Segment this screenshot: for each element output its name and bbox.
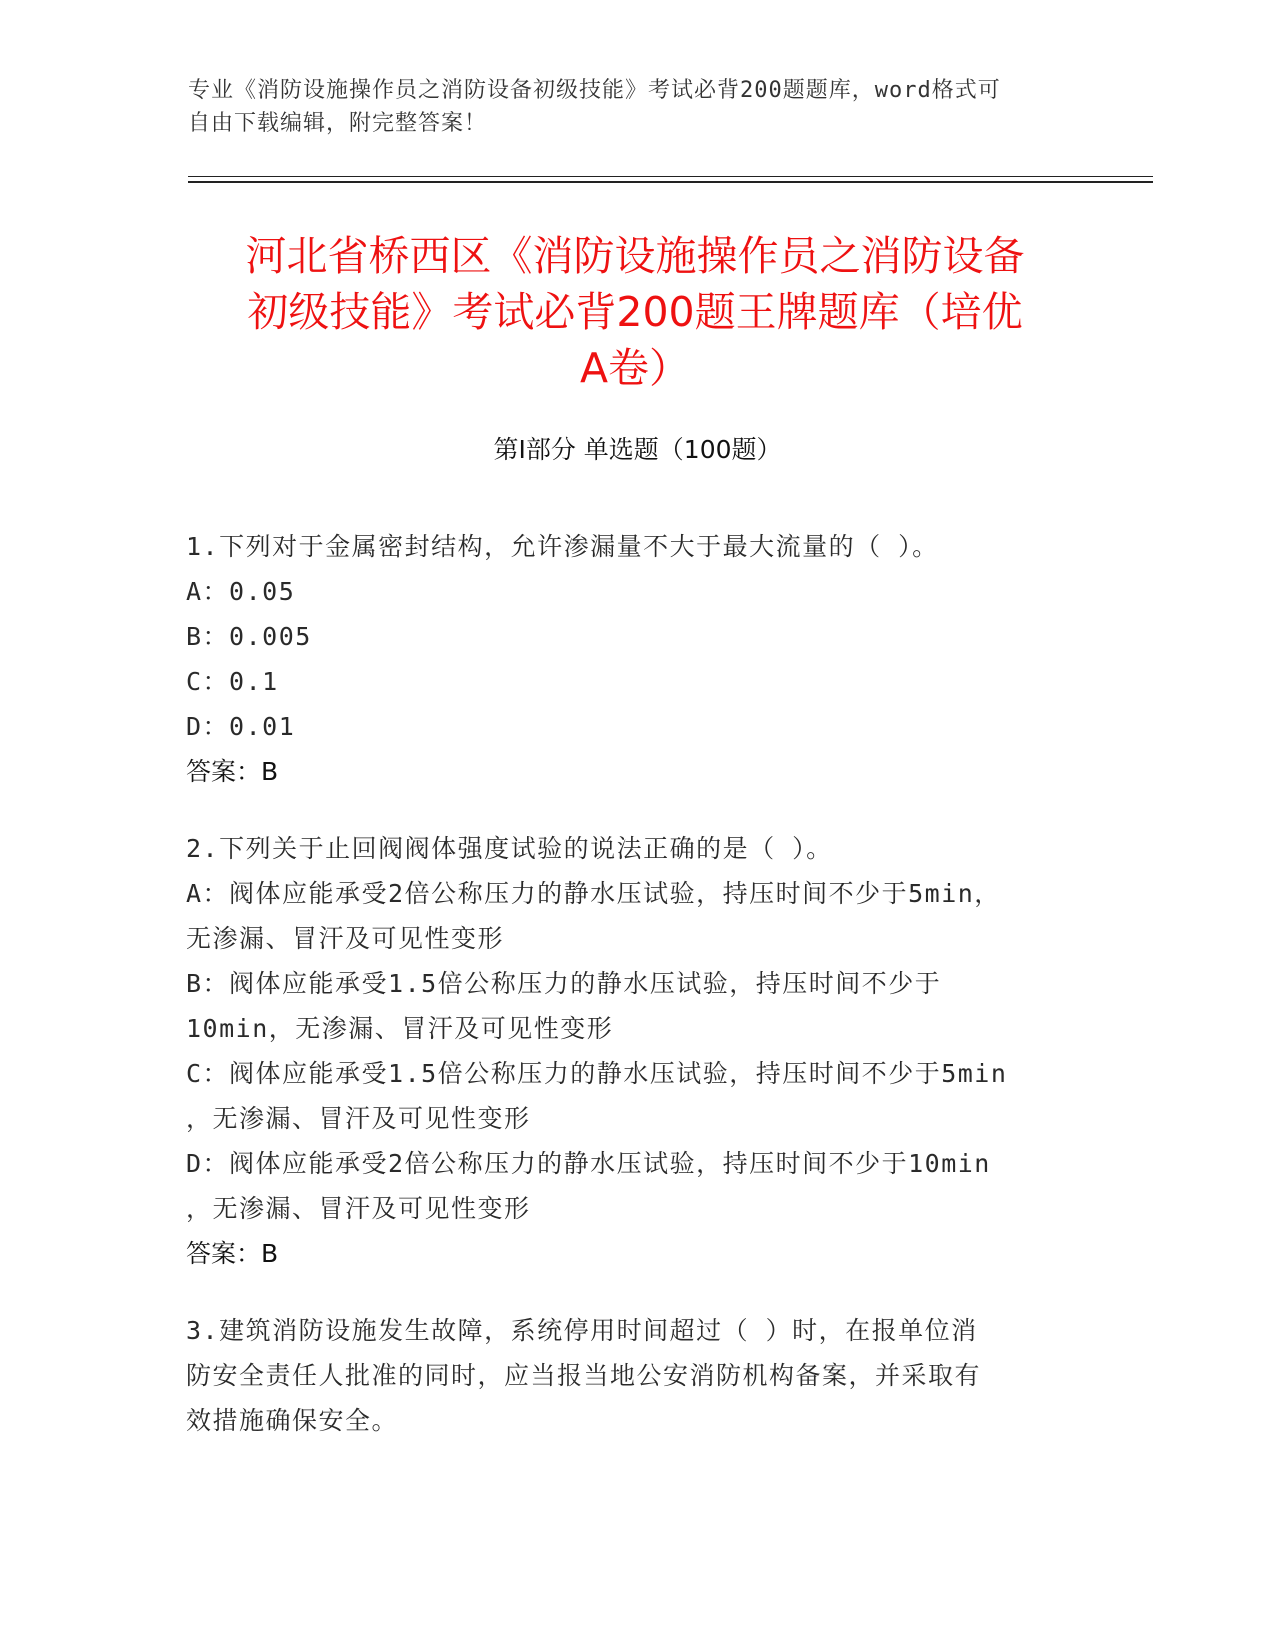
option-d-line-1: D：阀体应能承受2倍公称压力的静水压试验，持压时间不少于10min: [186, 1149, 991, 1178]
option-b-line-1: B：阀体应能承受1.5倍公称压力的静水压试验，持压时间不少于: [186, 969, 942, 998]
option-b-line-2: 10min，无渗漏、冒汗及可见性变形: [186, 1014, 614, 1043]
section-heading: 第I部分 单选题（100题）: [493, 435, 782, 464]
question-1: [186, 524, 1076, 794]
question-stem: 2.下列关于止回阀阀体强度试验的说法正确的是（ ）。: [186, 834, 833, 863]
question-3: [186, 1308, 1076, 1443]
document-title-line-1: 河北省桥西区《消防设施操作员之消防设备: [245, 232, 1025, 280]
document-title-line-3: A卷）: [579, 344, 691, 392]
answer-label: 答案：B: [186, 757, 279, 786]
option-d-line-2: ，无渗漏、冒汗及可见性变形: [186, 1194, 531, 1223]
option-c: C：0.1: [186, 667, 279, 696]
question-2: [186, 826, 1076, 1276]
header-note-line-1: 专业《消防设施操作员之消防设备初级技能》考试必背200题题库，word格式可: [188, 78, 1001, 103]
header-divider-thin: [188, 176, 1153, 177]
option-b: B：0.005: [186, 622, 312, 651]
header-note: [188, 74, 1068, 140]
header-note-line-2: 自由下载编辑，附完整答案！: [188, 111, 488, 136]
option-a-line-1: A：阀体应能承受2倍公称压力的静水压试验，持压时间不少于5min，: [186, 879, 1001, 908]
option-d: D：0.01: [186, 712, 296, 741]
question-stem-line-3: 效措施确保安全。: [186, 1406, 399, 1435]
option-a: A：0.05: [186, 577, 296, 606]
answer-label: 答案：B: [186, 1239, 279, 1268]
question-list: [186, 524, 1076, 1475]
option-a-line-2: 无渗漏、冒汗及可见性变形: [186, 924, 505, 953]
question-stem: 1.下列对于金属密封结构，允许渗漏量不大于最大流量的（ ）。: [186, 532, 939, 561]
document-title-line-2: 初级技能》考试必背200题王牌题库（培优: [247, 288, 1023, 336]
document-title: [180, 228, 1090, 396]
header-divider-thick: [188, 181, 1153, 183]
question-stem-line-1: 3.建筑消防设施发生故障，系统停用时间超过（ ）时，在报单位消: [186, 1316, 978, 1345]
option-c-line-2: ，无渗漏、冒汗及可见性变形: [186, 1104, 531, 1133]
question-stem-line-2: 防安全责任人批准的同时，应当报当地公安消防机构备案，并采取有: [186, 1361, 982, 1390]
option-c-line-1: C：阀体应能承受1.5倍公称压力的静水压试验，持压时间不少于5min: [186, 1059, 1008, 1088]
